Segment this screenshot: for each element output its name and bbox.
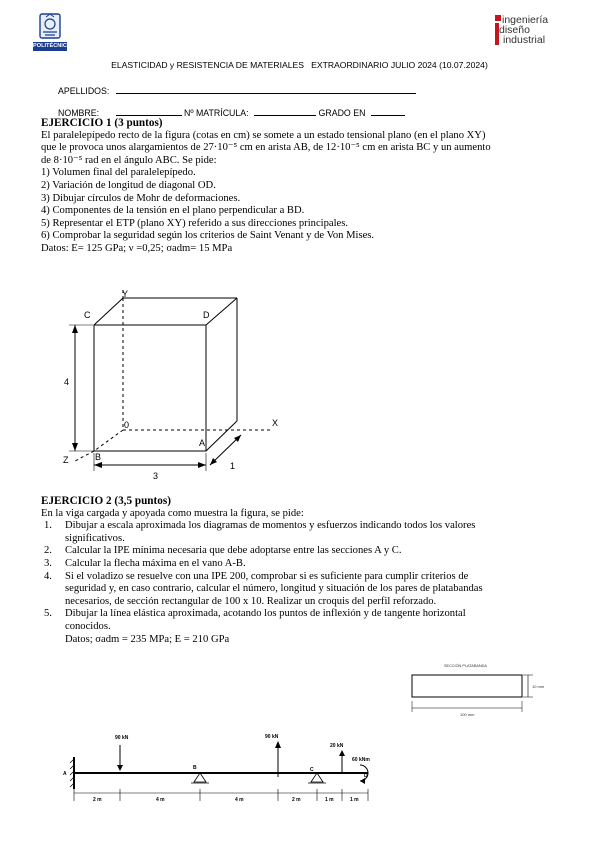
exercise-1-title: EJERCICIO 1 (3 puntos) — [41, 117, 163, 129]
exercise-1-intro-2: que le provoca unos alargamientos de 27·10⁻⁵ cm en arista AB, de 12·10⁻⁵ cm en arista BC y un aumento — [41, 142, 491, 154]
dim-depth: 1 — [230, 461, 236, 471]
exercise-2 — [41, 495, 561, 646]
item-line: necesarios, de sección rectangular de 100 x 10. Realizar un croquis del perfil reforzado. — [65, 595, 437, 607]
exercise-2-item-5 — [41, 608, 561, 633]
support-c: C — [310, 767, 314, 773]
label-o: 0 — [124, 420, 130, 430]
item-number: 4. — [44, 570, 52, 582]
exercise-1-item-5: 5) Representar el ETP (plano XY) referido a sus direcciones principales. — [41, 217, 349, 229]
item-line: Calcular la flecha máxima en el vano A-B. — [65, 557, 246, 569]
span-2: 4 m — [156, 797, 165, 803]
eidi-logo — [493, 15, 565, 47]
beam-diagram — [60, 725, 390, 815]
support-a: A — [63, 771, 67, 777]
support-b: B — [193, 765, 197, 771]
moment-60knm: 60 kNm — [352, 757, 370, 763]
exercise-2-item-2 — [41, 545, 561, 558]
dim-height: 4 — [64, 377, 70, 387]
eidi-logo-line-3: industrial — [503, 34, 546, 46]
exercise-1-datos: Datos: E= 125 GPa; ν =0,25; σadm= 15 MPa — [41, 242, 233, 254]
item-number: 2. — [44, 545, 52, 557]
upm-logo — [33, 13, 71, 53]
item-line: Dibujar a escala aproximada los diagramas de momentos y esfuerzos indicando todos los valores — [65, 520, 476, 532]
grado-label: GRADO EN — [318, 108, 366, 118]
exercise-2-item-4 — [41, 571, 561, 609]
eidi-logo-line-1: ingeniería — [502, 14, 549, 26]
parallelepiped-figure — [55, 285, 295, 485]
exercise-1-item-6: 6) Comprobar la seguridad según los criterios de Saint Venant y de Von Mises. — [41, 230, 375, 242]
exercise-2-intro: En la viga cargada y apoyada como muestra la figura, se pide: — [41, 507, 304, 519]
platabanda-height: 10 mm — [532, 684, 545, 689]
load-90kn-down: 90 kN — [115, 735, 129, 741]
exercise-1-intro-3: de 8·10⁻⁵ rad en el ángulo ABC. Se pide: — [41, 154, 217, 166]
exercise-2-item-3 — [41, 558, 561, 571]
label-c: C — [84, 310, 91, 320]
label-d: D — [203, 310, 210, 320]
span-6: 1 m — [350, 797, 359, 803]
label-b: B — [95, 452, 102, 462]
label-y: Y — [122, 289, 129, 299]
support-d: D — [364, 773, 368, 779]
exercise-1 — [41, 117, 561, 256]
apellidos-row — [58, 84, 416, 96]
item-line: Si el voladizo se resuelve con una IPE 200, comprobar si es suficiente para cumplir criterios de — [65, 570, 469, 582]
item-line: conocidos. — [65, 620, 111, 632]
platabanda-width: 100 mm — [460, 712, 475, 717]
span-1: 2 m — [93, 797, 102, 803]
platabanda-section — [402, 660, 562, 720]
item-line: Calcular la IPE mínima necesaria que debe adoptarse entre las secciones A y C. — [65, 545, 402, 557]
eidi-logo-line-2: diseño — [499, 24, 530, 36]
item-line: Dibujar la línea elástica aproximada, acotando los puntos de inflexión y de tangente horizontal — [65, 608, 466, 620]
label-a: A — [199, 438, 206, 448]
label-x: X — [272, 418, 279, 428]
matricula-field[interactable] — [254, 106, 316, 116]
platabanda-title: SECCIÓN PLATABANDA — [444, 664, 487, 668]
item-number: 3. — [44, 557, 52, 569]
exercise-1-item-2: 2) Variación de longitud de diagonal OD. — [41, 179, 216, 191]
exam-title: ELASTICIDAD y RESISTENCIA DE MATERIALES EXTRAORDINARIO JULIO 2024 (10.07.2024) — [111, 60, 488, 70]
span-3: 4 m — [235, 797, 244, 803]
apellidos-label: APELLIDOS: — [58, 86, 110, 96]
matricula-label: Nº MATRÍCULA: — [183, 108, 249, 118]
dim-width: 3 — [153, 471, 159, 481]
exercise-1-item-4: 4) Componentes de la tensión en el plano perpendicular a BD. — [41, 205, 305, 217]
item-line: seguridad y, en caso contrario, calcular el número, longitud y situación de los pares de platabandas — [65, 583, 483, 595]
nombre-field[interactable] — [116, 106, 182, 116]
span-4: 2 m — [292, 797, 301, 803]
exercise-2-title: EJERCICIO 2 (3,5 puntos) — [41, 495, 171, 507]
nombre-label: NOMBRE: — [58, 108, 100, 118]
exercise-1-item-1: 1) Volumen final del paralelepípedo. — [41, 167, 196, 179]
exercise-2-datos: Datos; σadm = 235 MPa; E = 210 GPa — [65, 633, 230, 645]
exercise-1-item-3: 3) Dibujar círculos de Mohr de deformaciones. — [41, 192, 241, 204]
item-number: 1. — [44, 520, 52, 532]
load-90kn-up: 90 kN — [265, 734, 279, 740]
exercise-1-intro-1: El paralelepípedo recto de la figura (cotas en cm) se somete a un estado tensional plano (en el plano XY) — [41, 129, 486, 141]
exercise-2-item-1 — [41, 520, 561, 545]
item-line: significativos. — [65, 532, 125, 544]
item-number: 5. — [44, 608, 52, 620]
grado-field[interactable] — [371, 106, 405, 116]
upm-logo-text: POLITÉCNICA — [33, 43, 71, 49]
apellidos-field[interactable] — [116, 84, 416, 94]
load-20kn: 20 kN — [330, 743, 344, 749]
label-z: Z — [63, 455, 69, 465]
span-5: 1 m — [325, 797, 334, 803]
